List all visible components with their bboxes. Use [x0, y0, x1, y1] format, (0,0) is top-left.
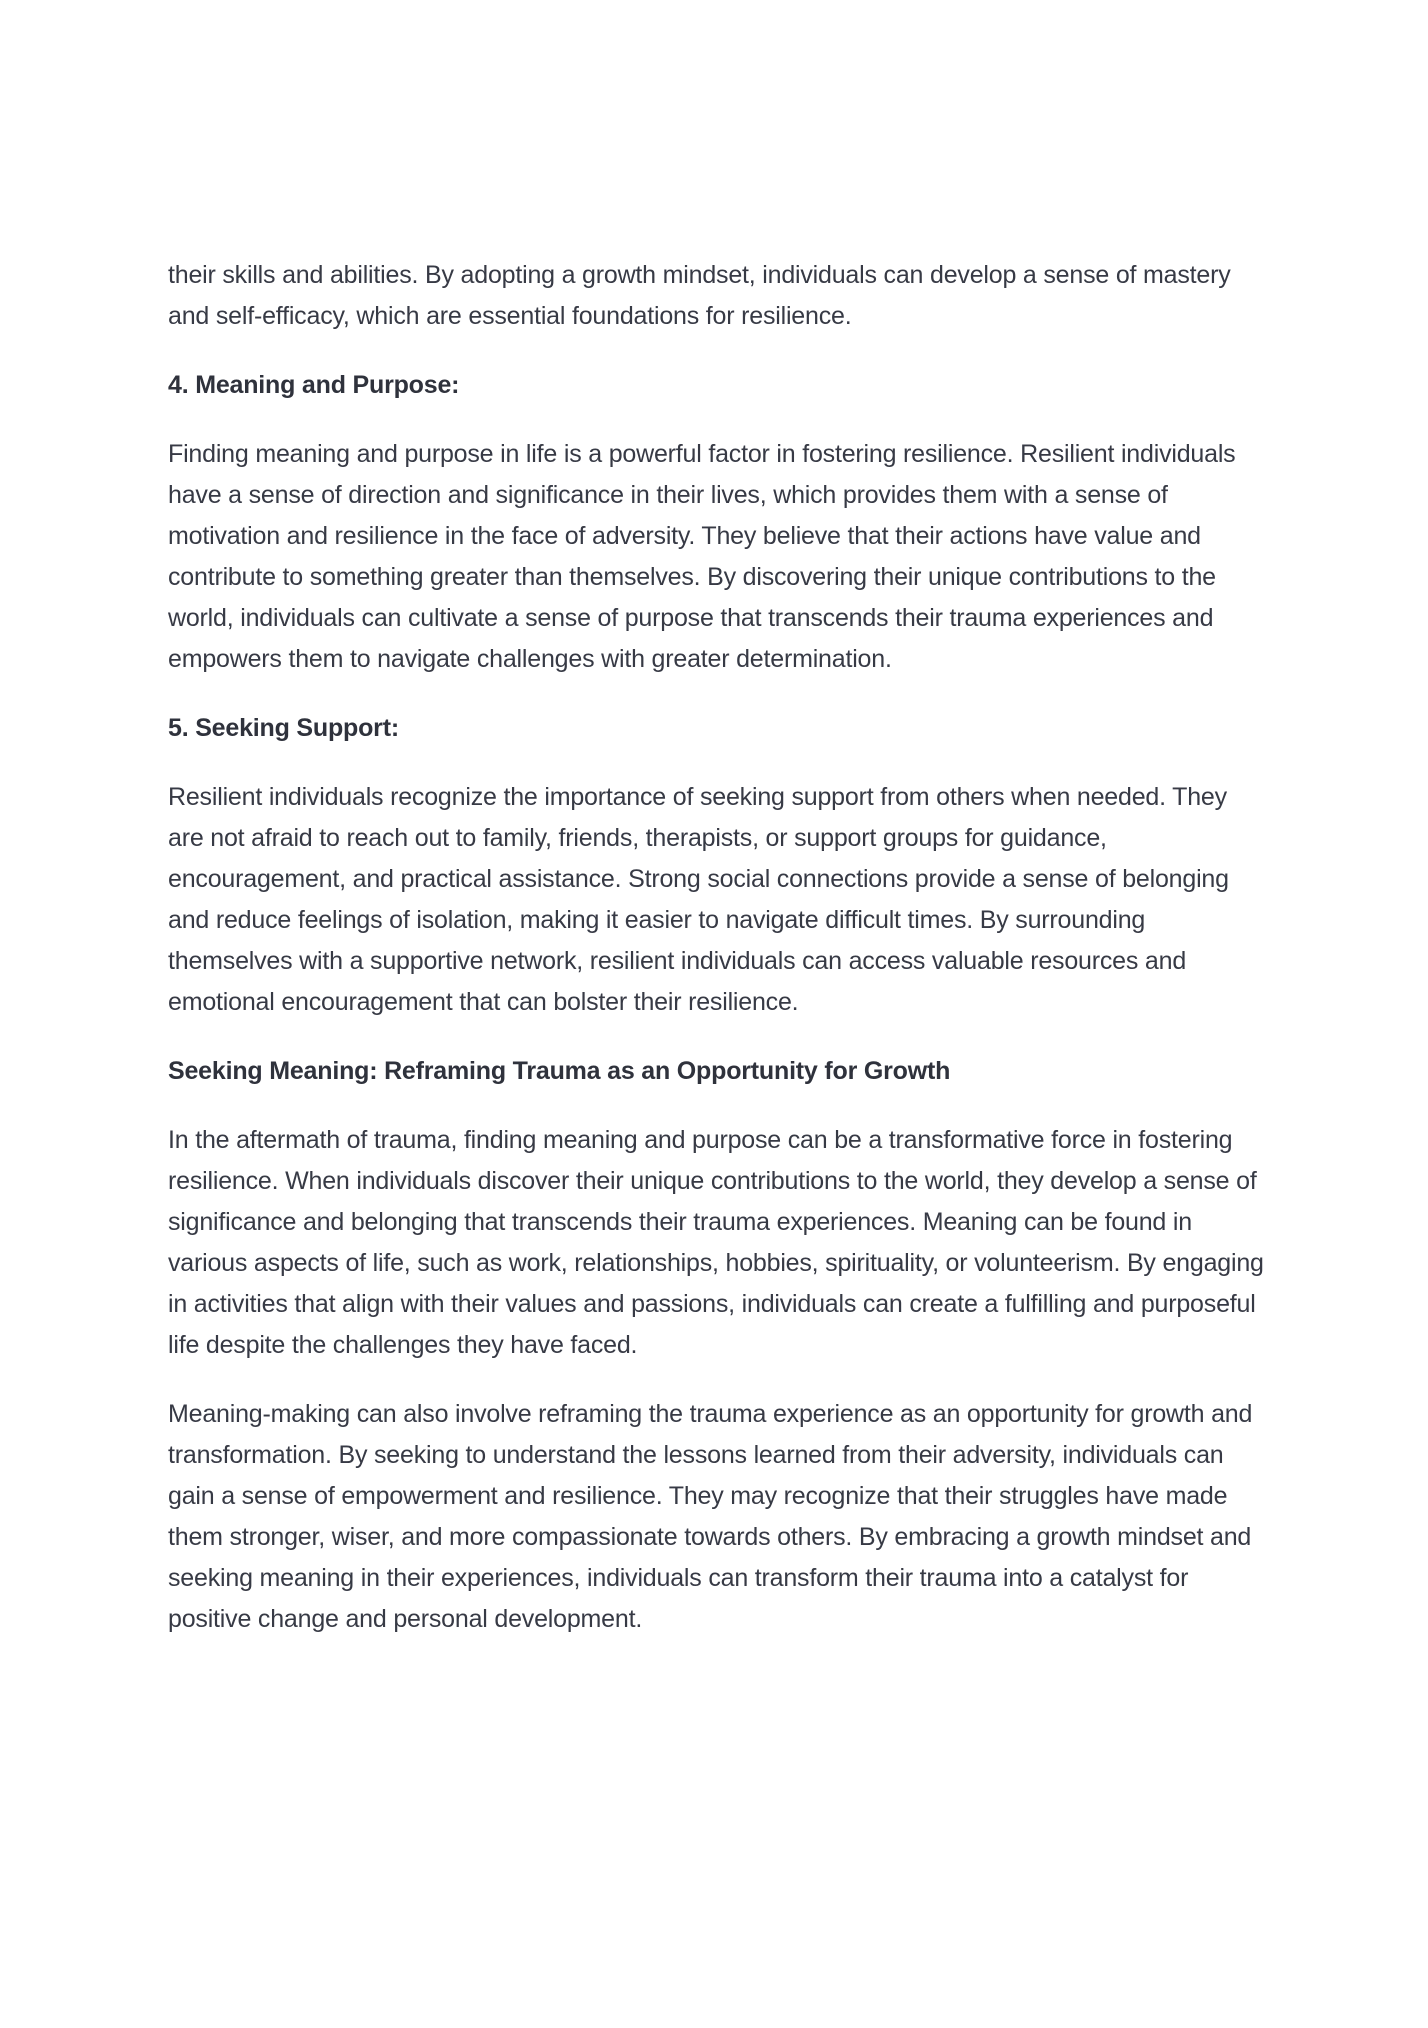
paragraph-meaning-and-purpose: Finding meaning and purpose in life is a powerful factor in fostering resilience. Resilient individuals have a sense of direction and significance in their lives, which provides them with a sense of motivation and resilience in the face of adversity. They believe that their actions have value and contribute to something greater than themselves. By discovering their unique contributions to the world, individuals can cultivate a sense of purpose that transcends their trauma experiences and empowers them to navigate challenges with greater determination. [168, 440, 1236, 673]
paragraph-growth-mindset-continued: their skills and abilities. By adopting a growth mindset, individuals can develop a sense of mastery and self-efficacy, which are essential foundations for resilience. [168, 261, 1231, 330]
heading-seeking-meaning-reframing: Seeking Meaning: Reframing Trauma as an Opportunity for Growth [168, 1057, 951, 1085]
paragraph-aftermath-of-trauma: In the aftermath of trauma, finding meaning and purpose can be a transformative force in fostering resilience. When individuals discover their unique contributions to the world, they develop a sense of significance and belonging that transcends their trauma experiences. Meaning can be found in various aspects of life, such as work, relationships, hobbies, spirituality, or volunteerism. By engaging in activities that align with their values and passions, individuals can create a fulfilling and purposeful life despite the challenges they have faced. [168, 1126, 1264, 1359]
heading-seeking-support: 5. Seeking Support: [168, 714, 399, 742]
paragraph-meaning-making: Meaning-making can also involve reframing the trauma experience as an opportunity for growth and transformation. By seeking to understand the lessons learned from their adversity, individuals can gain a sense of empowerment and resilience. They may recognize that their struggles have made them stronger, wiser, and more compassionate towards others. By embracing a growth mindset and seeking meaning in their experiences, individuals can transform their trauma into a catalyst for positive change and personal development. [168, 1400, 1253, 1633]
document-body [168, 255, 1268, 1668]
paragraph-seeking-support: Resilient individuals recognize the importance of seeking support from others when needed. They are not afraid to reach out to family, friends, therapists, or support groups for guidance, encouragement, and practical assistance. Strong social connections provide a sense of belonging and reduce feelings of isolation, making it easier to navigate difficult times. By surrounding themselves with a supportive network, resilient individuals can access valuable resources and emotional encouragement that can bolster their resilience. [168, 783, 1229, 1016]
heading-meaning-and-purpose: 4. Meaning and Purpose: [168, 371, 460, 399]
